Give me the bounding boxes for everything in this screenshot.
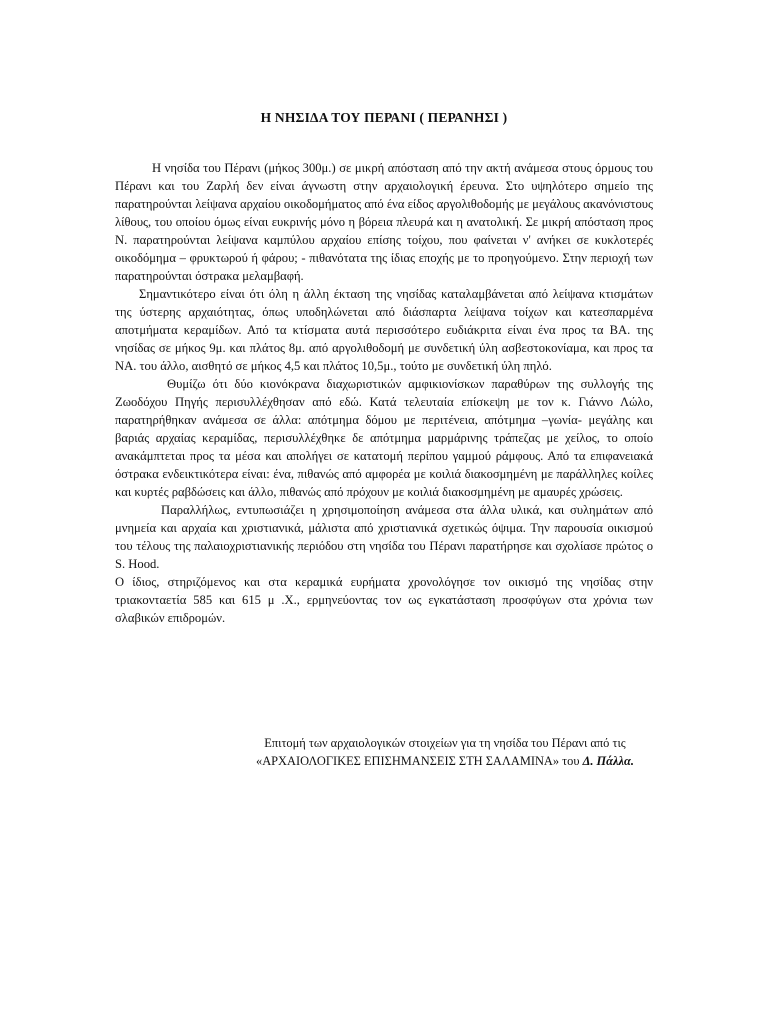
paragraph-1: Η νησίδα του Πέρανι (μήκος 300μ.) σε μικρή απόσταση από την ακτή ανάμεσα στους όρμους του Πέρανι και του Ζαρλή δεν είναι άγνωστη στην αρχαιολογική έρευνα. Στο υψηλότερο σημείο της παρατηρούνται λείψανα αρχαίου οικοδομήματος από ένα είδος αργολιθοδομής με μεγάλους ακανόνιστους λίθους, του οποίου όμως είναι ευκρινής μόνο η βόρεια πλευρά και η ανατολική. Σε μικρή απόσταση προς Ν. παρατηρούνται λείψανα καμπύλου αρχαίου επίσης τοίχου, που φαίνεται ν' ανήκει σε κυκλοτερές οικοδόμημα – φρυκτωρού ή φάρου; - πιθανότατα της ίδιας εποχής με το προηγούμενο. Στην περιοχή των παρατηρούνται όστρακα μελαμβαφή. bbox=[115, 161, 653, 283]
document-body bbox=[115, 159, 653, 627]
source-line-1: Επιτομή των αρχαιολογικών στοιχείων για τη νησίδα του Πέρανι από τις bbox=[264, 736, 626, 750]
source-citation bbox=[230, 734, 660, 770]
paragraph-2: Σημαντικότερο είναι ότι όλη η άλλη έκταση της νησίδας καταλαμβάνεται από λείψανα κτισμάτων της ύστερης αρχαιότητας, όπως υποδηλώνεται από διάσπαρτα λείψανα τοίχων και κατεσπαρμένα αποτμήματα κεραμίδων. Από τα κτίσματα αυτά περισσότερο ευδιάκριτα είναι ένα προς τα ΒΑ. της νησίδας σε μήκος 9μ. και πλάτος 8μ. από αργολιθοδομή με συνδετική ύλη ασβεστοκονίαμα, και προς τα ΝΑ. του άλλο, αισθητό σε μήκος 4,5 και πλάτος 10,5μ., τούτο με συνδετική ύλη πηλό. bbox=[115, 287, 653, 373]
paragraph-5: Ο ίδιος, στηριζόμενος και στα κεραμικά ευρήματα χρονολόγησε τον οικισμό της νησίδας στην τριακονταετία 585 και 615 μ .Χ., ερμηνεύοντας τον ως εγκατάσταση προσφύγων στα χρόνια των σλαβικών επιδρομών. bbox=[115, 575, 653, 625]
document-title: Η ΝΗΣΙΔΑ ΤΟΥ ΠΕΡΑΝΙ ( ΠΕΡΑΝΗΣΙ ) bbox=[260, 110, 508, 125]
source-author: Δ. Πάλλα bbox=[582, 754, 631, 768]
source-end-punct: . bbox=[630, 754, 634, 768]
source-title: «ΑΡΧΑΙΟΛΟΓΙΚΕΣ ΕΠΙΣΗΜΑΝΣΕΙΣ ΣΤΗ ΣΑΛΑΜΙΝΑ» του bbox=[256, 754, 583, 768]
paragraph-3: Θυμίζω ότι δύο κιονόκρανα διαχωριστικών αμφικιονίσκων παραθύρων της συλλογής της Ζωοδόχου Πηγής περισυλλέχθησαν από εδώ. Κατά τελευταία επίσκεψη με τον κ. Γιάννο Λώλο, παρατηρήθηκαν ανάμεσα σε άλλα: απότμημα δόμου με περιτένεια, απότμημα –γωνία- μεγάλης και βαριάς αρχαίας κεραμίδας, περισυλλέχθηκε δε απότμημα μαρμάρινης τράπεζας με χείλος, το οποίο ανακάμπτεται προς τα μέσα και απολήγει σε κατατομή περίπου γαμμού ράμφους. Από τα επιφανειακά όστρακα ενδεικτικότερα είναι: ένα, πιθανώς από αμφορέα με κοιλιά διακοσμημένη με παράλληλες κοίλες και κυρτές ραβδώσεις και άλλο, πιθανώς από πρόχουν με κοιλιά διακοσμημένη με αμαυρές χρώσεις. bbox=[115, 377, 653, 499]
paragraph-4: Παραλλήλως, εντυπωσιάζει η χρησιμοποίηση ανάμεσα στα άλλα υλικά, και συλημάτων από μνημεία και αρχαία και χριστιανικά, μάλιστα από χριστιανικά σχετικώς όψιμα. Την παρουσία οικισμού του τέλους της παλαιοχριστιανικής περιόδου στη νησίδα του Πέρανι παρατήρησε και σχολίασε πρώτος ο S. Hood. bbox=[115, 503, 653, 571]
source-line-2 bbox=[230, 752, 660, 770]
